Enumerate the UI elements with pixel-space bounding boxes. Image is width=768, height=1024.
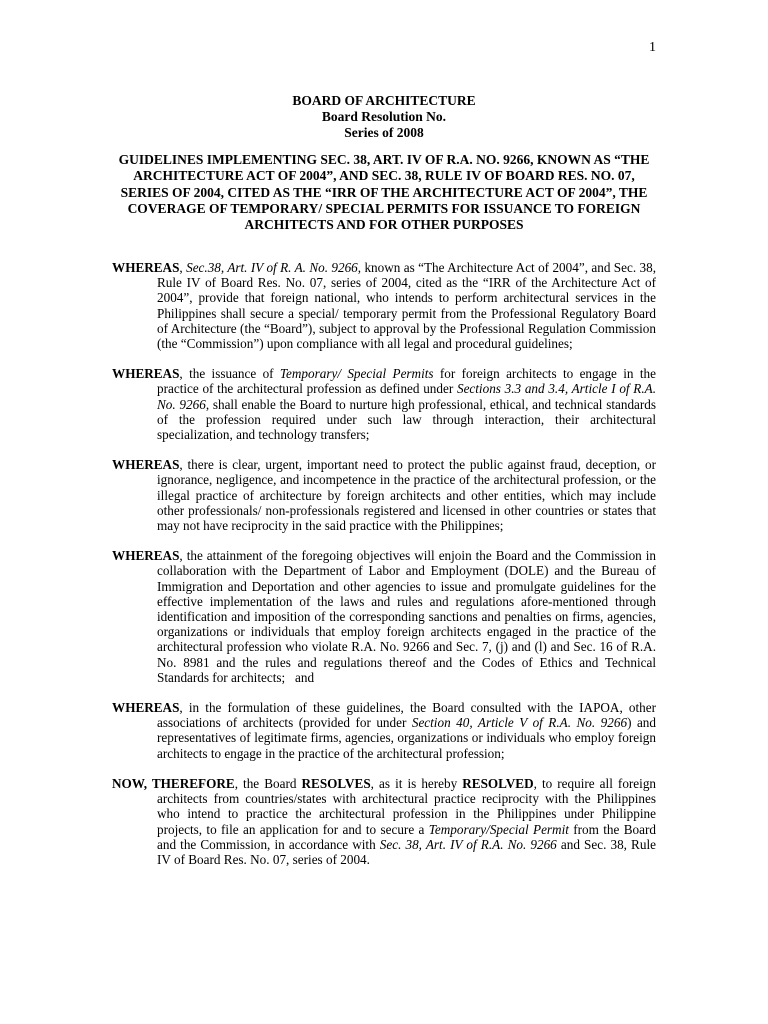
guidelines-title: GUIDELINES IMPLEMENTING SEC. 38, ART. IV OF R.A. NO. 9266, KNOWN AS “THE ARCHITECTURE ACT OF 2004”, AND SEC. 38, RULE IV OF BOARD RES. NO. 07, SERIES OF 2004, CITED AS THE “IRR OF THE ARCHITECTURE ACT OF 2004”, THE COVERAGE OF TEMPORARY/ SPECIAL PERMITS FOR ISSUANCE TO FOREIGN ARCHITECTS AND FOR OTHER PURPOSES	[118, 152, 650, 233]
body-text: , there is clear, urgent, important need to protect the public against fraud, deception, or ignorance, negligence, and incompetence in the practice of the architectural profession, or the illegal practice of architecture by foreign architects and other entities, which may include other professionals/ non-professionals registered and licensed in other countries or states that may not have reciprocity in the said practice with the Philippines;	[157, 457, 656, 534]
clause-lead: WHEREAS	[112, 366, 180, 382]
body-text: for foreign architects to engage in the practice of the architectural profession as defined under	[157, 366, 656, 397]
clause-lead: NOW, THEREFORE	[112, 775, 235, 791]
body-text: , the Board	[234, 775, 302, 791]
emphasis-text: RESOLVED	[462, 775, 534, 791]
body-text: ) and representatives of legitimate firms, agencies, organizations or individuals who employ foreign architects to engage in the practice of the architectural profession;	[157, 715, 656, 761]
emphasis-text: RESOLVES	[301, 775, 371, 791]
whereas-clause-3	[112, 457, 656, 533]
resolution-clauses	[112, 260, 656, 882]
whereas-clause-5	[112, 700, 656, 761]
clause-lead: WHEREAS	[112, 548, 180, 564]
clause-lead: WHEREAS	[112, 457, 180, 473]
resolution-series: Series of 2008	[344, 125, 424, 140]
whereas-clause-4	[112, 548, 656, 685]
citation-text: Sections 3.3 and 3.4, Article I of R.A. No. 9266	[157, 381, 656, 412]
body-text: ,	[179, 260, 187, 275]
clause-body	[157, 366, 656, 442]
clause-body	[157, 457, 656, 533]
clause-body	[157, 700, 656, 761]
body-text: , the attainment of the foregoing objectives will enjoin the Board and the Commission in collaboration with the Department of Labor and Employment (DOLE) and the Bureau of Immigration and Deportation and other agencies to issue and promulgate guidelines for the effective implementation of the laws and rules and regulations afore-mentioned through identification and imposition of the corresponding sanctions and penalties on firms, agencies, organizations or individuals that employ foreign architects engaged in the practice of the architectural profession who violate R.A. No. 9266 and Sec. 7, (j) and (l) and Sec. 16 of R.A. No. 8981 and the rules and regulations thereof and the Codes of Ethics and Technical Standards for architects; and	[157, 548, 656, 685]
clause-lead: WHEREAS	[112, 700, 180, 716]
body-text: , known as “The Architecture Act of 2004”, and Sec. 38, Rule IV of Board Res. No. 07, series of 2004, cited as the “IRR of the Architecture Act of 2004”, provide that foreign national, who intends to perform architectural services in the Philippines shall secure a special/ temporary permit from the Professional Regulatory Board of Architecture (the “Board”), subject to approval by the Professional Regulation Commission (the “Commission”) upon compliance with all legal and procedural guidelines;	[157, 260, 656, 352]
document-heading	[0, 93, 768, 141]
page-number: 1	[649, 40, 656, 55]
citation-text: Sec. 38, Art. IV of R.A. No. 9266	[379, 836, 557, 852]
body-text: from the Board and the Commission, in accordance with	[157, 821, 656, 852]
resolved-clause	[112, 776, 656, 867]
citation-text: Temporary/ Special Permits	[279, 366, 434, 382]
body-text: , in the formulation of these guidelines, the Board consulted with the IAPOA, other associations of architects (provided for under	[157, 700, 656, 731]
resolution-number: Board Resolution No.	[321, 109, 447, 124]
citation-text: Section 40, Article V of R.A. No. 9266	[411, 715, 628, 731]
whereas-clause-1	[112, 260, 656, 351]
clause-lead: WHEREAS	[112, 260, 180, 275]
clause-body	[157, 548, 656, 685]
body-text: , as it is hereby	[370, 775, 463, 791]
board-name: BOARD OF ARCHITECTURE	[292, 93, 476, 108]
whereas-clause-2	[112, 366, 656, 442]
body-text: and Sec. 38, Rule IV of Board Res. No. 07, series of 2004.	[157, 836, 656, 867]
citation-text: Temporary/Special Permit	[428, 821, 569, 837]
body-text: , the issuance of	[179, 366, 280, 382]
body-text: , shall enable the Board to nurture high professional, ethical, and technical standards of the profession required under such law through interaction, their architectural specialization, and technology transfers;	[157, 396, 657, 443]
citation-text: Sec.38, Art. IV of R. A. No. 9266	[186, 260, 358, 275]
clause-body	[157, 260, 656, 351]
body-text: , to require all foreign architects from countries/states with architectural practice reciprocity with the Philippines who intend to practice the architectural profession in the Philippines under Philippine projects, to file an application for and to secure a	[157, 775, 657, 837]
